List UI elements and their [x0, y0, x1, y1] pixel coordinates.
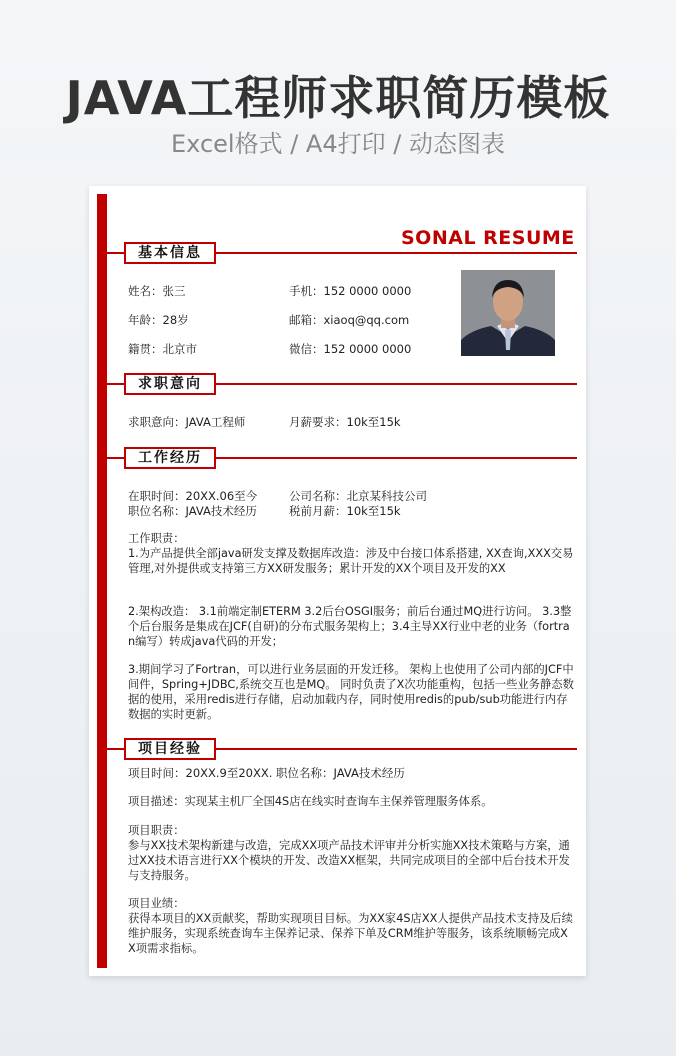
phone-field: 手机：152 0000 0000 [289, 284, 412, 298]
project-duties-heading: 项目职责： [128, 824, 185, 837]
project-time-title: 项目时间：20XX.9至20XX. 职位名称：JAVA技术经历 [128, 766, 405, 780]
age-field: 年龄：28岁 [128, 313, 189, 327]
section-title: 基本信息 [124, 242, 216, 264]
work-time: 在职时间：20XX.06至今 [128, 489, 258, 503]
intent-position: 求职意向：JAVA工程师 [128, 415, 246, 429]
project-duties: 参与XX技术架构新建与改造，完成XX项产品技术评审并分析实施XX技术策略与方案，通过XX技术语言进行XX个模块的开发、改造XX框架，共同完成项目的全部中后台技术开发与支持服务。 [128, 839, 570, 882]
work-duty-1: 1.为产品提供全部java研发支撑及数据库改造：涉及中台接口体系搭建, XX查询,XXX交易管理,对外提供或支持第三方XX研发服务；累计开发的XX个项目及开发的XX [128, 547, 574, 575]
work-salary: 税前月薪：10k至15k [289, 504, 401, 518]
project-description: 项目描述：实现某主机厂全国4S店在线实时查询车主保养管理服务体系。 [128, 795, 493, 808]
work-company: 公司名称：北京某科技公司 [289, 489, 427, 503]
work-duty-2: 2.架构改造： 3.1前端定制ETERM 3.2后台OSGI服务；前后台通过MQ进行访问。 3.3整个后台服务是集成在JCF(自研)的分布式服务架构上；3.4主导XX行业中老的业务（fortran编写）转成java代码的开发； [128, 605, 572, 648]
section-title: 项目经验 [124, 738, 216, 760]
profile-photo [461, 270, 555, 356]
page-title: JAVA工程师求职简历模板 [65, 71, 611, 125]
work-duty-3: 3.期间学习了Fortran，可以进行业务层面的开发迁移。 架构上也使用了公司内部的JCF中间件，Spring+JDBC,系统交互也是MQ。 同时负责了X次功能重构，包括一些业务静态数据的使用，采用redis进行存储，启动加载内存，同时使用redis的pub/sub功能进行内存数据的实时更新。 [128, 663, 574, 721]
portrait-image [461, 270, 555, 356]
resume-page [89, 186, 586, 976]
origin-field: 籍贯：北京市 [128, 342, 197, 356]
accent-bar [97, 194, 107, 968]
section-basic-info [107, 242, 577, 264]
resume-header-text: SONAL RESUME [401, 227, 575, 249]
section-project-experience [107, 738, 577, 760]
name-field: 姓名：张三 [128, 284, 186, 298]
intent-salary: 月薪要求：10k至15k [289, 415, 401, 429]
project-results-heading: 项目业绩： [128, 897, 185, 910]
section-title: 求职意向 [124, 373, 216, 395]
work-duties-heading: 工作职责： [128, 532, 185, 545]
email-field: 邮箱：xiaoq@qq.com [289, 313, 410, 327]
section-work-experience [107, 447, 577, 469]
page-subtitle: Excel格式 / A4打印 / 动态图表 [171, 130, 505, 158]
section-title: 工作经历 [124, 447, 216, 469]
work-title: 职位名称：JAVA技术经历 [128, 504, 257, 518]
section-job-intent [107, 373, 577, 395]
project-results: 获得本项目的XX贡献奖，帮助实现项目目标。为XX家4S店XX人提供产品技术支持及后续维护服务，实现系统查询车主保养记录、保养下单及CRM维护等服务，该系统顺畅完成XX项需求指标。 [128, 912, 573, 955]
wechat-field: 微信：152 0000 0000 [289, 342, 412, 356]
